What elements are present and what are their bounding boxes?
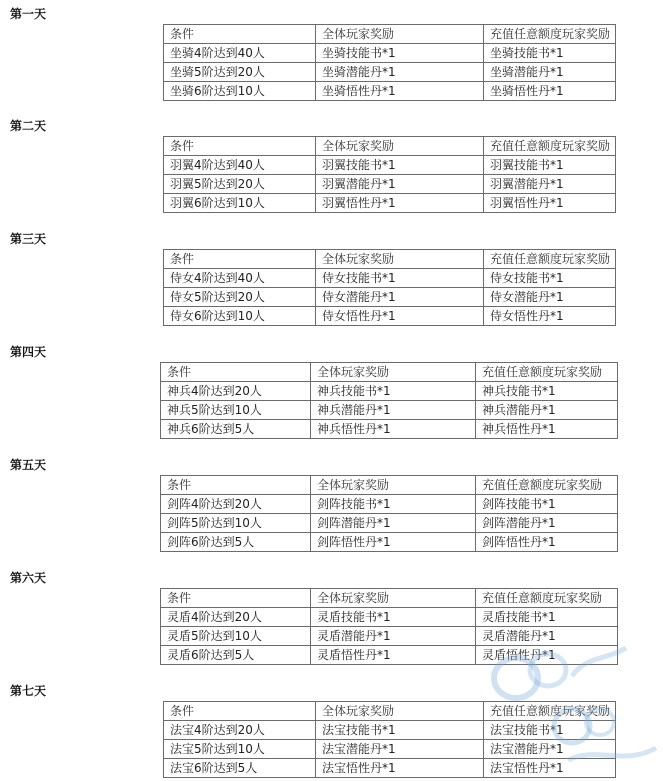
- all-reward-cell: 侍女技能书*1: [316, 269, 484, 288]
- all-reward-cell: 羽翼悟性丹*1: [316, 194, 484, 213]
- condition-cell: 法宝5阶达到10人: [164, 740, 316, 759]
- header-condition: 条件: [164, 702, 316, 721]
- table-row: [161, 608, 618, 627]
- header-recharge-reward: 充值任意额度玩家奖励: [476, 476, 618, 495]
- condition-cell: 剑阵6阶达到5人: [161, 533, 311, 552]
- recharge-reward-cell: 坐骑潜能丹*1: [484, 63, 616, 82]
- condition-cell: 神兵4阶达到20人: [161, 382, 311, 401]
- condition-cell: 侍女5阶达到20人: [164, 288, 316, 307]
- condition-cell: 剑阵5阶达到10人: [161, 514, 311, 533]
- recharge-reward-cell: 羽翼技能书*1: [484, 156, 616, 175]
- header-recharge-reward: 充值任意额度玩家奖励: [484, 702, 616, 721]
- header-all-players-reward: 全体玩家奖励: [316, 137, 484, 156]
- all-reward-cell: 坐骑悟性丹*1: [316, 82, 484, 101]
- condition-cell: 灵盾4阶达到20人: [161, 608, 311, 627]
- all-reward-cell: 剑阵潜能丹*1: [311, 514, 476, 533]
- condition-cell: 灵盾6阶达到5人: [161, 646, 311, 665]
- all-reward-cell: 侍女悟性丹*1: [316, 307, 484, 326]
- recharge-reward-cell: 法宝潜能丹*1: [484, 740, 616, 759]
- header-condition: 条件: [164, 25, 316, 44]
- table-row: [164, 307, 616, 326]
- recharge-reward-cell: 剑阵技能书*1: [476, 495, 618, 514]
- recharge-reward-cell: 坐骑技能书*1: [484, 44, 616, 63]
- header-condition: 条件: [161, 363, 311, 382]
- recharge-reward-cell: 灵盾技能书*1: [476, 608, 618, 627]
- table-row: [161, 382, 618, 401]
- day-title: 第五天: [10, 458, 47, 472]
- recharge-reward-cell: 羽翼悟性丹*1: [484, 194, 616, 213]
- header-recharge-reward: 充值任意额度玩家奖励: [484, 250, 616, 269]
- header-recharge-reward: 充值任意额度玩家奖励: [484, 137, 616, 156]
- recharge-reward-cell: 神兵悟性丹*1: [476, 420, 618, 439]
- condition-cell: 坐骑5阶达到20人: [164, 63, 316, 82]
- all-reward-cell: 坐骑技能书*1: [316, 44, 484, 63]
- day-title: 第三天: [10, 232, 47, 246]
- table-row: [164, 194, 616, 213]
- all-reward-cell: 剑阵悟性丹*1: [311, 533, 476, 552]
- day-title: 第四天: [10, 345, 47, 359]
- day-title: 第二天: [10, 119, 47, 133]
- all-reward-cell: 羽翼技能书*1: [316, 156, 484, 175]
- recharge-reward-cell: 神兵技能书*1: [476, 382, 618, 401]
- header-recharge-reward: 充值任意额度玩家奖励: [484, 25, 616, 44]
- recharge-reward-cell: 法宝悟性丹*1: [484, 759, 616, 778]
- table-header-row: [164, 25, 616, 44]
- all-reward-cell: 法宝潜能丹*1: [316, 740, 484, 759]
- table-header-row: [161, 363, 618, 382]
- condition-cell: 侍女6阶达到10人: [164, 307, 316, 326]
- condition-cell: 羽翼5阶达到20人: [164, 175, 316, 194]
- condition-cell: 法宝6阶达到5人: [164, 759, 316, 778]
- table-row: [161, 627, 618, 646]
- all-reward-cell: 侍女潜能丹*1: [316, 288, 484, 307]
- recharge-reward-cell: 灵盾悟性丹*1: [476, 646, 618, 665]
- header-all-players-reward: 全体玩家奖励: [316, 250, 484, 269]
- rewards-table: [163, 249, 616, 326]
- condition-cell: 羽翼4阶达到40人: [164, 156, 316, 175]
- condition-cell: 侍女4阶达到40人: [164, 269, 316, 288]
- recharge-reward-cell: 剑阵潜能丹*1: [476, 514, 618, 533]
- day-title: 第一天: [10, 7, 47, 21]
- all-reward-cell: 神兵技能书*1: [311, 382, 476, 401]
- table-header-row: [161, 589, 618, 608]
- table-row: [164, 175, 616, 194]
- all-reward-cell: 羽翼潜能丹*1: [316, 175, 484, 194]
- header-condition: 条件: [164, 137, 316, 156]
- table-row: [161, 495, 618, 514]
- recharge-reward-cell: 法宝技能书*1: [484, 721, 616, 740]
- table-row: [161, 401, 618, 420]
- recharge-reward-cell: 侍女悟性丹*1: [484, 307, 616, 326]
- condition-cell: 神兵6阶达到5人: [161, 420, 311, 439]
- table-row: [164, 759, 616, 778]
- table-row: [164, 269, 616, 288]
- table-row: [161, 646, 618, 665]
- day-title: 第六天: [10, 571, 47, 585]
- condition-cell: 剑阵4阶达到20人: [161, 495, 311, 514]
- condition-cell: 羽翼6阶达到10人: [164, 194, 316, 213]
- condition-cell: 灵盾5阶达到10人: [161, 627, 311, 646]
- header-all-players-reward: 全体玩家奖励: [316, 702, 484, 721]
- header-condition: 条件: [161, 589, 311, 608]
- all-reward-cell: 法宝悟性丹*1: [316, 759, 484, 778]
- table-row: [164, 156, 616, 175]
- table-row: [161, 533, 618, 552]
- header-condition: 条件: [161, 476, 311, 495]
- condition-cell: 坐骑6阶达到10人: [164, 82, 316, 101]
- recharge-reward-cell: 羽翼潜能丹*1: [484, 175, 616, 194]
- all-reward-cell: 神兵潜能丹*1: [311, 401, 476, 420]
- table-row: [164, 82, 616, 101]
- rewards-table: [160, 588, 618, 665]
- all-reward-cell: 灵盾技能书*1: [311, 608, 476, 627]
- rewards-table: [163, 24, 616, 101]
- rewards-table: [163, 136, 616, 213]
- recharge-reward-cell: 侍女潜能丹*1: [484, 288, 616, 307]
- rewards-table: [160, 362, 618, 439]
- recharge-reward-cell: 剑阵悟性丹*1: [476, 533, 618, 552]
- all-reward-cell: 法宝技能书*1: [316, 721, 484, 740]
- header-all-players-reward: 全体玩家奖励: [311, 589, 476, 608]
- table-row: [164, 288, 616, 307]
- recharge-reward-cell: 侍女技能书*1: [484, 269, 616, 288]
- table-row: [164, 63, 616, 82]
- day-title: 第七天: [10, 684, 47, 698]
- recharge-reward-cell: 坐骑悟性丹*1: [484, 82, 616, 101]
- all-reward-cell: 神兵悟性丹*1: [311, 420, 476, 439]
- all-reward-cell: 剑阵技能书*1: [311, 495, 476, 514]
- header-all-players-reward: 全体玩家奖励: [311, 363, 476, 382]
- table-row: [164, 44, 616, 63]
- condition-cell: 法宝4阶达到20人: [164, 721, 316, 740]
- recharge-reward-cell: 灵盾潜能丹*1: [476, 627, 618, 646]
- all-reward-cell: 灵盾潜能丹*1: [311, 627, 476, 646]
- all-reward-cell: 坐骑潜能丹*1: [316, 63, 484, 82]
- table-row: [164, 721, 616, 740]
- table-header-row: [164, 137, 616, 156]
- table-row: [161, 514, 618, 533]
- table-row: [161, 420, 618, 439]
- rewards-table: [163, 701, 616, 778]
- table-header-row: [161, 476, 618, 495]
- condition-cell: 神兵5阶达到10人: [161, 401, 311, 420]
- header-recharge-reward: 充值任意额度玩家奖励: [476, 589, 618, 608]
- all-reward-cell: 灵盾悟性丹*1: [311, 646, 476, 665]
- condition-cell: 坐骑4阶达到40人: [164, 44, 316, 63]
- header-condition: 条件: [164, 250, 316, 269]
- table-header-row: [164, 250, 616, 269]
- header-all-players-reward: 全体玩家奖励: [311, 476, 476, 495]
- header-recharge-reward: 充值任意额度玩家奖励: [476, 363, 618, 382]
- rewards-table: [160, 475, 618, 552]
- table-header-row: [164, 702, 616, 721]
- table-row: [164, 740, 616, 759]
- recharge-reward-cell: 神兵潜能丹*1: [476, 401, 618, 420]
- header-all-players-reward: 全体玩家奖励: [316, 25, 484, 44]
